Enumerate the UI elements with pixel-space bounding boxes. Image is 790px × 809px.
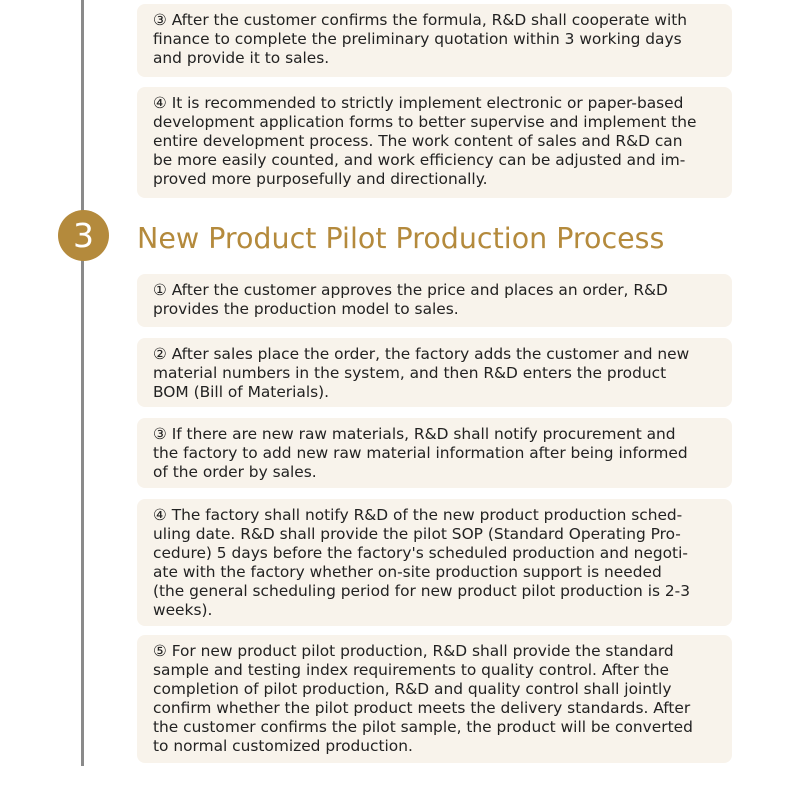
step-card: ⑤ For new product pilot production, R&D shall provide the standard sample and testing index requirements to quality control. After the completion of pilot production, R&D and quality control shall jointly confirm whether the pilot product meets the delivery standards. After the customer confirms the pilot sample, the product will be converted to normal customized production. [137,635,732,763]
timeline-line [81,0,84,766]
section-number-badge: 3 [58,210,109,261]
step-card: ③ If there are new raw materials, R&D shall notify procurement and the factory to add new raw material information after being informed of the order by sales. [137,418,732,488]
step-card: ② After sales place the order, the factory adds the customer and new material numbers in the system, and then R&D enters the product BOM (Bill of Materials). [137,338,732,407]
step-card: ④ The factory shall notify R&D of the new product production sched- uling date. R&D shall provide the pilot SOP (Standard Operating Pro- cedure) 5 days before the factory's scheduled production and negoti- ate with the factory whether on-site production support is needed (the general scheduling period for new product pilot production is 2-3 weeks). [137,499,732,626]
step-card: ① After the customer approves the price and places an order, R&D provides the production model to sales. [137,274,732,327]
step-card: ④ It is recommended to strictly implement electronic or paper-based development application forms to better supervise and implement the entire development process. The work content of sales and R&D can be more easily counted, and work efficiency can be adjusted and im- proved more purposefully and directionally. [137,87,732,198]
section-title: New Product Pilot Production Process [137,222,665,255]
step-card: ③ After the customer confirms the formula, R&D shall cooperate with finance to complete the preliminary quotation within 3 working days and provide it to sales. [137,4,732,77]
